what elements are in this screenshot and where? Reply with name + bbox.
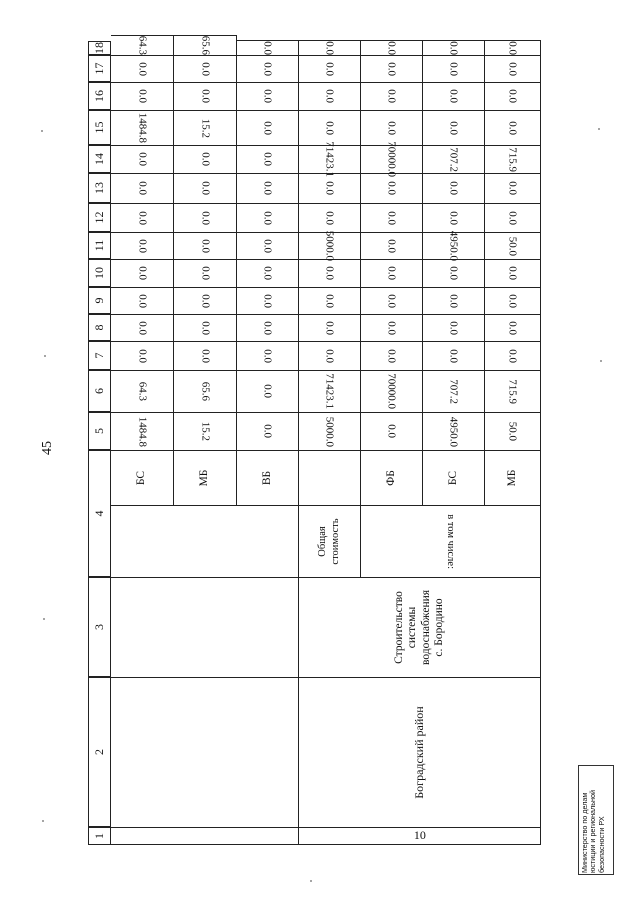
column-number [88, 370, 111, 412]
value-cell [174, 259, 237, 287]
value-cell [111, 341, 174, 370]
value-cell-text: 0.0 [506, 62, 519, 76]
value-cell-text: 0.0 [261, 349, 274, 363]
value-cell-text: 15.2 [199, 118, 212, 138]
column-number-text: 14 [91, 153, 106, 165]
value-cell [361, 259, 423, 287]
value-cell [174, 341, 237, 370]
value-cell [111, 110, 174, 145]
value-cell [237, 203, 299, 232]
value-cell-text: 0.0 [199, 62, 212, 76]
value-cell [485, 203, 541, 232]
value-cell-text: 0.0 [261, 424, 274, 439]
value-cell-text: 0.0 [136, 239, 149, 253]
value-cell-text: 715.9 [506, 147, 519, 172]
value-cell [299, 173, 361, 203]
value-cell-text: 0.0 [136, 349, 149, 363]
funding-source-text: МБ [198, 469, 211, 487]
financing-table [88, 35, 541, 845]
value-cell-text: 0.0 [447, 321, 460, 335]
value-cell-text: 715.9 [506, 379, 519, 404]
value-cell [299, 40, 361, 55]
value-cell-text: 64.3 [136, 381, 149, 402]
value-cell [361, 110, 423, 145]
value-cell-text: 0.0 [136, 152, 149, 167]
value-cell-text: 50.0 [506, 421, 519, 442]
value-cell-text: 0.0 [506, 121, 519, 135]
value-cell [485, 110, 541, 145]
value-cell-text: 0.0 [261, 384, 274, 399]
value-cell-text: 0.0 [199, 152, 212, 167]
district-top [111, 677, 299, 827]
value-cell-text: 0.0 [136, 294, 149, 308]
value-cell-text: 70000.0 [385, 373, 398, 410]
value-cell [299, 82, 361, 110]
total-cost-label [299, 505, 361, 577]
funding-source-text: МБ [505, 469, 518, 487]
column-number [88, 341, 111, 370]
value-cell-text: 0.0 [199, 266, 212, 281]
column-number [88, 287, 111, 314]
value-cell-text: 64.3 [136, 35, 149, 55]
value-cell [361, 203, 423, 232]
value-cell [485, 412, 541, 450]
value-cell-text: 0.0 [385, 121, 398, 135]
value-cell-text: 0.0 [447, 89, 460, 104]
value-cell [361, 370, 423, 412]
value-cell-text: 0.0 [447, 266, 460, 281]
column-number-text: 16 [91, 90, 106, 102]
value-cell-text: 707.2 [447, 379, 460, 404]
value-cell [111, 314, 174, 341]
value-cell [299, 341, 361, 370]
value-cell [361, 287, 423, 314]
value-cell-text: 0.0 [385, 424, 398, 439]
value-cell-text: 0.0 [261, 294, 274, 308]
value-cell-text: 0.0 [506, 89, 519, 104]
funding-source [423, 450, 485, 505]
column-number [88, 203, 111, 232]
value-cell-text: 1484.8 [136, 112, 149, 144]
value-cell [237, 287, 299, 314]
value-cell [299, 110, 361, 145]
value-cell [111, 145, 174, 173]
value-cell-text: 0.0 [447, 181, 460, 196]
value-cell-text: 0.0 [323, 41, 336, 55]
value-cell [361, 55, 423, 82]
column-number [88, 232, 111, 259]
column-number-text: 7 [91, 352, 106, 359]
scan-speck [41, 130, 43, 132]
value-cell-text: 5000.0 [323, 230, 336, 262]
value-cell-text: 0.0 [323, 181, 336, 196]
value-cell [423, 370, 485, 412]
value-cell [299, 370, 361, 412]
including-label [361, 505, 541, 577]
column-number [88, 110, 111, 145]
value-cell-text: 0.0 [385, 266, 398, 281]
value-cell-text: 15.2 [199, 421, 212, 442]
value-cell-text: 0.0 [385, 89, 398, 104]
scan-speck [598, 128, 600, 130]
value-cell-text: 0.0 [506, 211, 519, 225]
value-cell [111, 35, 174, 55]
value-cell-text: 71423.1 [323, 373, 336, 410]
value-cell [111, 287, 174, 314]
value-cell-text: 0.0 [385, 239, 398, 253]
value-cell-text: 70000.0 [385, 141, 398, 178]
value-cell-text: 0.0 [136, 62, 149, 76]
scan-speck [42, 820, 44, 822]
value-cell-text: 0.0 [199, 181, 212, 196]
funding-source-text: ФБ [384, 470, 397, 486]
value-cell [174, 412, 237, 450]
value-cell-text: 0.0 [385, 181, 398, 196]
value-cell-text: 0.0 [323, 211, 336, 225]
funding-source-text: БС [446, 470, 459, 486]
value-cell-text: 0.0 [506, 349, 519, 363]
funding-source-text: БС [135, 470, 148, 486]
value-cell [111, 259, 174, 287]
value-cell [111, 82, 174, 110]
total-cost-label-text: Общая стоимость [317, 518, 341, 565]
value-cell [111, 55, 174, 82]
value-cell-text: 0.0 [261, 239, 274, 253]
column-number [88, 173, 111, 203]
value-cell [237, 145, 299, 173]
column-number-text: 6 [91, 388, 106, 394]
value-cell-text: 0.0 [447, 41, 460, 55]
value-cell-text: 0.0 [506, 41, 519, 55]
column-number [88, 259, 111, 287]
column-number [88, 677, 111, 827]
column-number-text: 1 [91, 833, 106, 839]
value-cell-text: 0.0 [385, 41, 398, 55]
value-cell [299, 287, 361, 314]
row-number [299, 827, 541, 845]
value-cell-text: 0.0 [323, 266, 336, 281]
value-cell [111, 173, 174, 203]
value-cell [111, 370, 174, 412]
value-cell [174, 287, 237, 314]
value-cell [423, 82, 485, 110]
value-cell [423, 173, 485, 203]
value-cell [423, 230, 485, 262]
value-cell-text: 65.6 [199, 35, 212, 55]
value-cell [174, 35, 237, 55]
column-number-text: 2 [91, 749, 106, 755]
value-cell [485, 341, 541, 370]
value-cell-text: 0.0 [261, 89, 274, 104]
value-cell [237, 82, 299, 110]
value-cell [237, 370, 299, 412]
funding-source-text: ВБ [260, 470, 273, 486]
project-text: Строительство системы водоснабжения с. Бородино [393, 589, 445, 666]
value-cell-text: 707.2 [447, 147, 460, 172]
value-cell-text: 0.0 [385, 321, 398, 335]
value-cell [485, 287, 541, 314]
value-cell [485, 314, 541, 341]
value-cell [423, 287, 485, 314]
value-cell-text: 0.0 [323, 294, 336, 308]
value-cell [485, 82, 541, 110]
value-cell [423, 412, 485, 450]
column-number-text: 9 [91, 297, 106, 304]
value-cell-text: 0.0 [261, 181, 274, 196]
value-cell [485, 259, 541, 287]
value-cell-text: 0.0 [136, 181, 149, 196]
value-cell-text: 0.0 [506, 321, 519, 335]
value-cell [174, 145, 237, 173]
column-number [88, 145, 111, 173]
value-cell-text: 0.0 [261, 211, 274, 225]
value-cell [111, 232, 174, 259]
row-number-top [111, 827, 299, 845]
district-text: Боградский район [411, 706, 426, 799]
value-cell [174, 173, 237, 203]
value-cell [299, 314, 361, 341]
value-cell [361, 40, 423, 55]
value-cell [423, 259, 485, 287]
scan-speck [600, 360, 602, 362]
value-cell-text: 4950.0 [447, 416, 460, 447]
value-cell-text: 71423.1 [323, 141, 336, 178]
value-cell-text: 0.0 [199, 349, 212, 363]
value-cell-text: 1484.8 [136, 416, 149, 447]
blank-sublabel [111, 505, 299, 577]
value-cell-text: 0.0 [199, 89, 212, 104]
value-cell-text: 0.0 [261, 41, 274, 55]
column-number [88, 314, 111, 341]
funding-source [174, 450, 237, 505]
value-cell [237, 173, 299, 203]
value-cell-text: 65.6 [199, 381, 212, 402]
value-cell-text: 0.0 [506, 294, 519, 308]
value-cell-text: 0.0 [199, 211, 212, 225]
value-cell [423, 40, 485, 55]
value-cell [237, 259, 299, 287]
value-cell [485, 55, 541, 82]
value-cell [174, 203, 237, 232]
column-number [88, 412, 111, 450]
column-number-text: 12 [91, 211, 106, 224]
value-cell [361, 82, 423, 110]
value-cell-text: 0.0 [136, 266, 149, 281]
value-cell [237, 314, 299, 341]
value-cell-text: 0.0 [323, 121, 336, 135]
value-cell [485, 370, 541, 412]
value-cell [174, 370, 237, 412]
value-cell-text: 0.0 [385, 211, 398, 225]
value-cell [111, 412, 174, 450]
project-top [111, 577, 299, 677]
value-cell-text: 0.0 [447, 349, 460, 363]
column-number-text: 11 [91, 239, 106, 252]
value-cell-text: 0.0 [261, 152, 274, 167]
funding-source [111, 450, 174, 505]
column-number [88, 450, 111, 577]
financing-table-grid [88, 35, 541, 845]
value-cell [174, 82, 237, 110]
value-cell-text: 0.0 [323, 349, 336, 363]
value-cell [485, 145, 541, 173]
value-cell-text: 0.0 [199, 321, 212, 335]
value-cell-text: 0.0 [199, 239, 212, 253]
column-number-text: 10 [91, 267, 106, 279]
value-cell [423, 341, 485, 370]
column-number-text: 3 [91, 624, 106, 630]
value-cell-text: 0.0 [323, 89, 336, 104]
value-cell [299, 141, 361, 178]
value-cell [237, 40, 299, 55]
row-number-text: 10 [413, 828, 426, 843]
column-number-text: 5 [91, 428, 106, 434]
value-cell [111, 203, 174, 232]
scan-speck [43, 618, 45, 620]
value-cell [361, 173, 423, 203]
value-cell [237, 341, 299, 370]
scan-speck [310, 880, 312, 882]
column-number-text: 17 [91, 62, 106, 75]
value-cell-text: 0.0 [136, 89, 149, 104]
value-cell [299, 203, 361, 232]
stamp-line: юстиции и региональной [588, 790, 598, 873]
value-cell [423, 55, 485, 82]
value-cell-text: 0.0 [385, 294, 398, 308]
funding-source [485, 450, 541, 505]
ministry-stamp [578, 765, 614, 875]
stamp-line: Министерство по делам [580, 792, 589, 873]
value-cell-text: 0.0 [199, 294, 212, 308]
value-cell-text: 0.0 [261, 266, 274, 281]
column-number-text: 8 [91, 324, 106, 331]
column-number [88, 827, 111, 845]
value-cell-text: 0.0 [385, 62, 398, 76]
value-cell-text: 0.0 [506, 181, 519, 196]
funding-source [361, 450, 423, 505]
project [299, 577, 541, 677]
value-cell [361, 412, 423, 450]
value-cell [237, 110, 299, 145]
value-cell [299, 412, 361, 450]
value-cell [361, 232, 423, 259]
value-cell-text: 0.0 [261, 62, 274, 76]
value-cell [423, 314, 485, 341]
total-source-blank [299, 450, 361, 505]
value-cell-text: 50.0 [506, 236, 519, 256]
column-number [88, 55, 111, 82]
value-cell [299, 259, 361, 287]
value-cell [423, 203, 485, 232]
value-cell [485, 40, 541, 55]
value-cell-text: 5000.0 [323, 416, 336, 447]
value-cell-text: 0.0 [261, 321, 274, 335]
value-cell-text: 0.0 [261, 121, 274, 135]
funding-source [237, 450, 299, 505]
page-number: 45 [40, 441, 55, 455]
scan-speck [44, 355, 46, 357]
value-cell [237, 55, 299, 82]
column-number [88, 41, 111, 55]
value-cell-text: 0.0 [506, 266, 519, 281]
value-cell [485, 173, 541, 203]
value-cell-text: 0.0 [136, 321, 149, 335]
value-cell [485, 232, 541, 259]
column-number-text: 15 [91, 121, 106, 134]
value-cell [237, 232, 299, 259]
column-number-text: 13 [91, 182, 106, 194]
value-cell [237, 412, 299, 450]
stamp-line: безопасности РХ [596, 816, 606, 873]
value-cell-text: 0.0 [447, 62, 460, 76]
district [299, 677, 541, 827]
value-cell [423, 110, 485, 145]
value-cell [174, 55, 237, 82]
value-cell [361, 341, 423, 370]
column-number [88, 577, 111, 677]
value-cell-text: 0.0 [447, 211, 460, 225]
including-label-text: в том числе: [445, 514, 457, 569]
value-cell [174, 110, 237, 145]
value-cell [174, 314, 237, 341]
value-cell [361, 314, 423, 341]
column-number [88, 82, 111, 110]
value-cell [299, 55, 361, 82]
value-cell [174, 232, 237, 259]
column-number-text: 18 [91, 42, 106, 54]
value-cell [299, 230, 361, 262]
value-cell-text: 0.0 [136, 211, 149, 225]
value-cell-text: 0.0 [447, 121, 460, 135]
value-cell [423, 145, 485, 173]
value-cell-text: 0.0 [447, 294, 460, 308]
value-cell-text: 4950.0 [447, 230, 460, 262]
value-cell-text: 0.0 [385, 349, 398, 363]
column-number-text: 4 [91, 510, 106, 517]
value-cell [361, 141, 423, 178]
value-cell-text: 0.0 [323, 62, 336, 76]
value-cell-text: 0.0 [323, 321, 336, 335]
